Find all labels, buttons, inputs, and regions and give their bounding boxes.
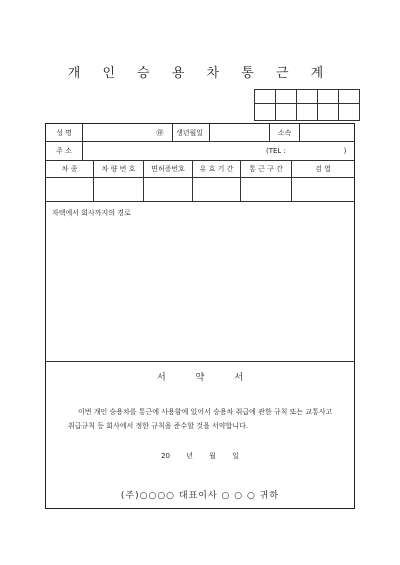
seal-mark: ㊞ <box>156 128 164 137</box>
approval-header-cell <box>318 90 339 104</box>
approval-sign-cell[interactable] <box>276 104 297 121</box>
route-section-field[interactable] <box>241 178 292 201</box>
approval-sign-cell[interactable] <box>297 104 318 121</box>
birth-field[interactable] <box>210 124 270 141</box>
license-label: 면허증번호 <box>144 161 193 177</box>
approval-sign-cell[interactable] <box>318 104 339 121</box>
approval-sign-cell[interactable] <box>339 104 360 121</box>
address-field[interactable] <box>83 142 283 160</box>
row-address <box>46 142 354 161</box>
license-field[interactable] <box>144 178 193 201</box>
tel-label: (TEL : <box>266 147 286 155</box>
dept-field[interactable] <box>300 124 354 141</box>
validity-label: 유 효 기 간 <box>193 161 241 177</box>
birth-label: 생년월일 <box>170 124 210 141</box>
route-section-label: 통 근 구 간 <box>241 161 292 177</box>
tel-close: ) <box>343 147 347 155</box>
car-type-label: 차 종 <box>46 161 94 177</box>
oath-title: 서약서 <box>156 373 274 383</box>
name-label: 성 명 <box>46 124 83 141</box>
oath-addressee: (주)○○○○ 대표이사 ○ ○ ○ 귀하 <box>120 491 280 501</box>
route-description-label: 자택에서 회사까지의 경로 <box>52 209 131 217</box>
form-title: 개 인 승 용 차 통 근 계 <box>67 66 333 81</box>
row-vehicle-values <box>46 178 354 202</box>
dept-label: 소속 <box>270 124 300 141</box>
route-description-area[interactable] <box>46 202 354 362</box>
row-vehicle-headers <box>46 161 354 178</box>
oath-date: 20 년 월 일 <box>161 452 239 460</box>
approval-header-cell <box>276 90 297 104</box>
approval-header-cell <box>339 90 360 104</box>
car-type-field[interactable] <box>46 178 94 201</box>
check-label: 검 열 <box>315 165 331 173</box>
validity-field[interactable] <box>193 178 241 201</box>
commute-form <box>45 123 355 509</box>
approval-sign-cell[interactable] <box>255 104 276 121</box>
oath-text: 이번 개인 승용차를 통근에 사용함에 있어서 승용차 취급에 관한 규칙 또는 교통사고 취급규칙 등 회사에서 정한 규칙을 준수할 것을 서약합니다. <box>68 408 333 430</box>
plate-label: 차 량 번 호 <box>94 161 144 177</box>
address-label: 주 소 <box>46 142 83 160</box>
plate-field[interactable] <box>94 178 144 201</box>
approval-box <box>254 89 360 121</box>
check-field[interactable] <box>292 178 354 201</box>
approval-header-cell <box>297 90 318 104</box>
approval-header-cell <box>255 90 276 104</box>
row-name <box>46 124 354 142</box>
